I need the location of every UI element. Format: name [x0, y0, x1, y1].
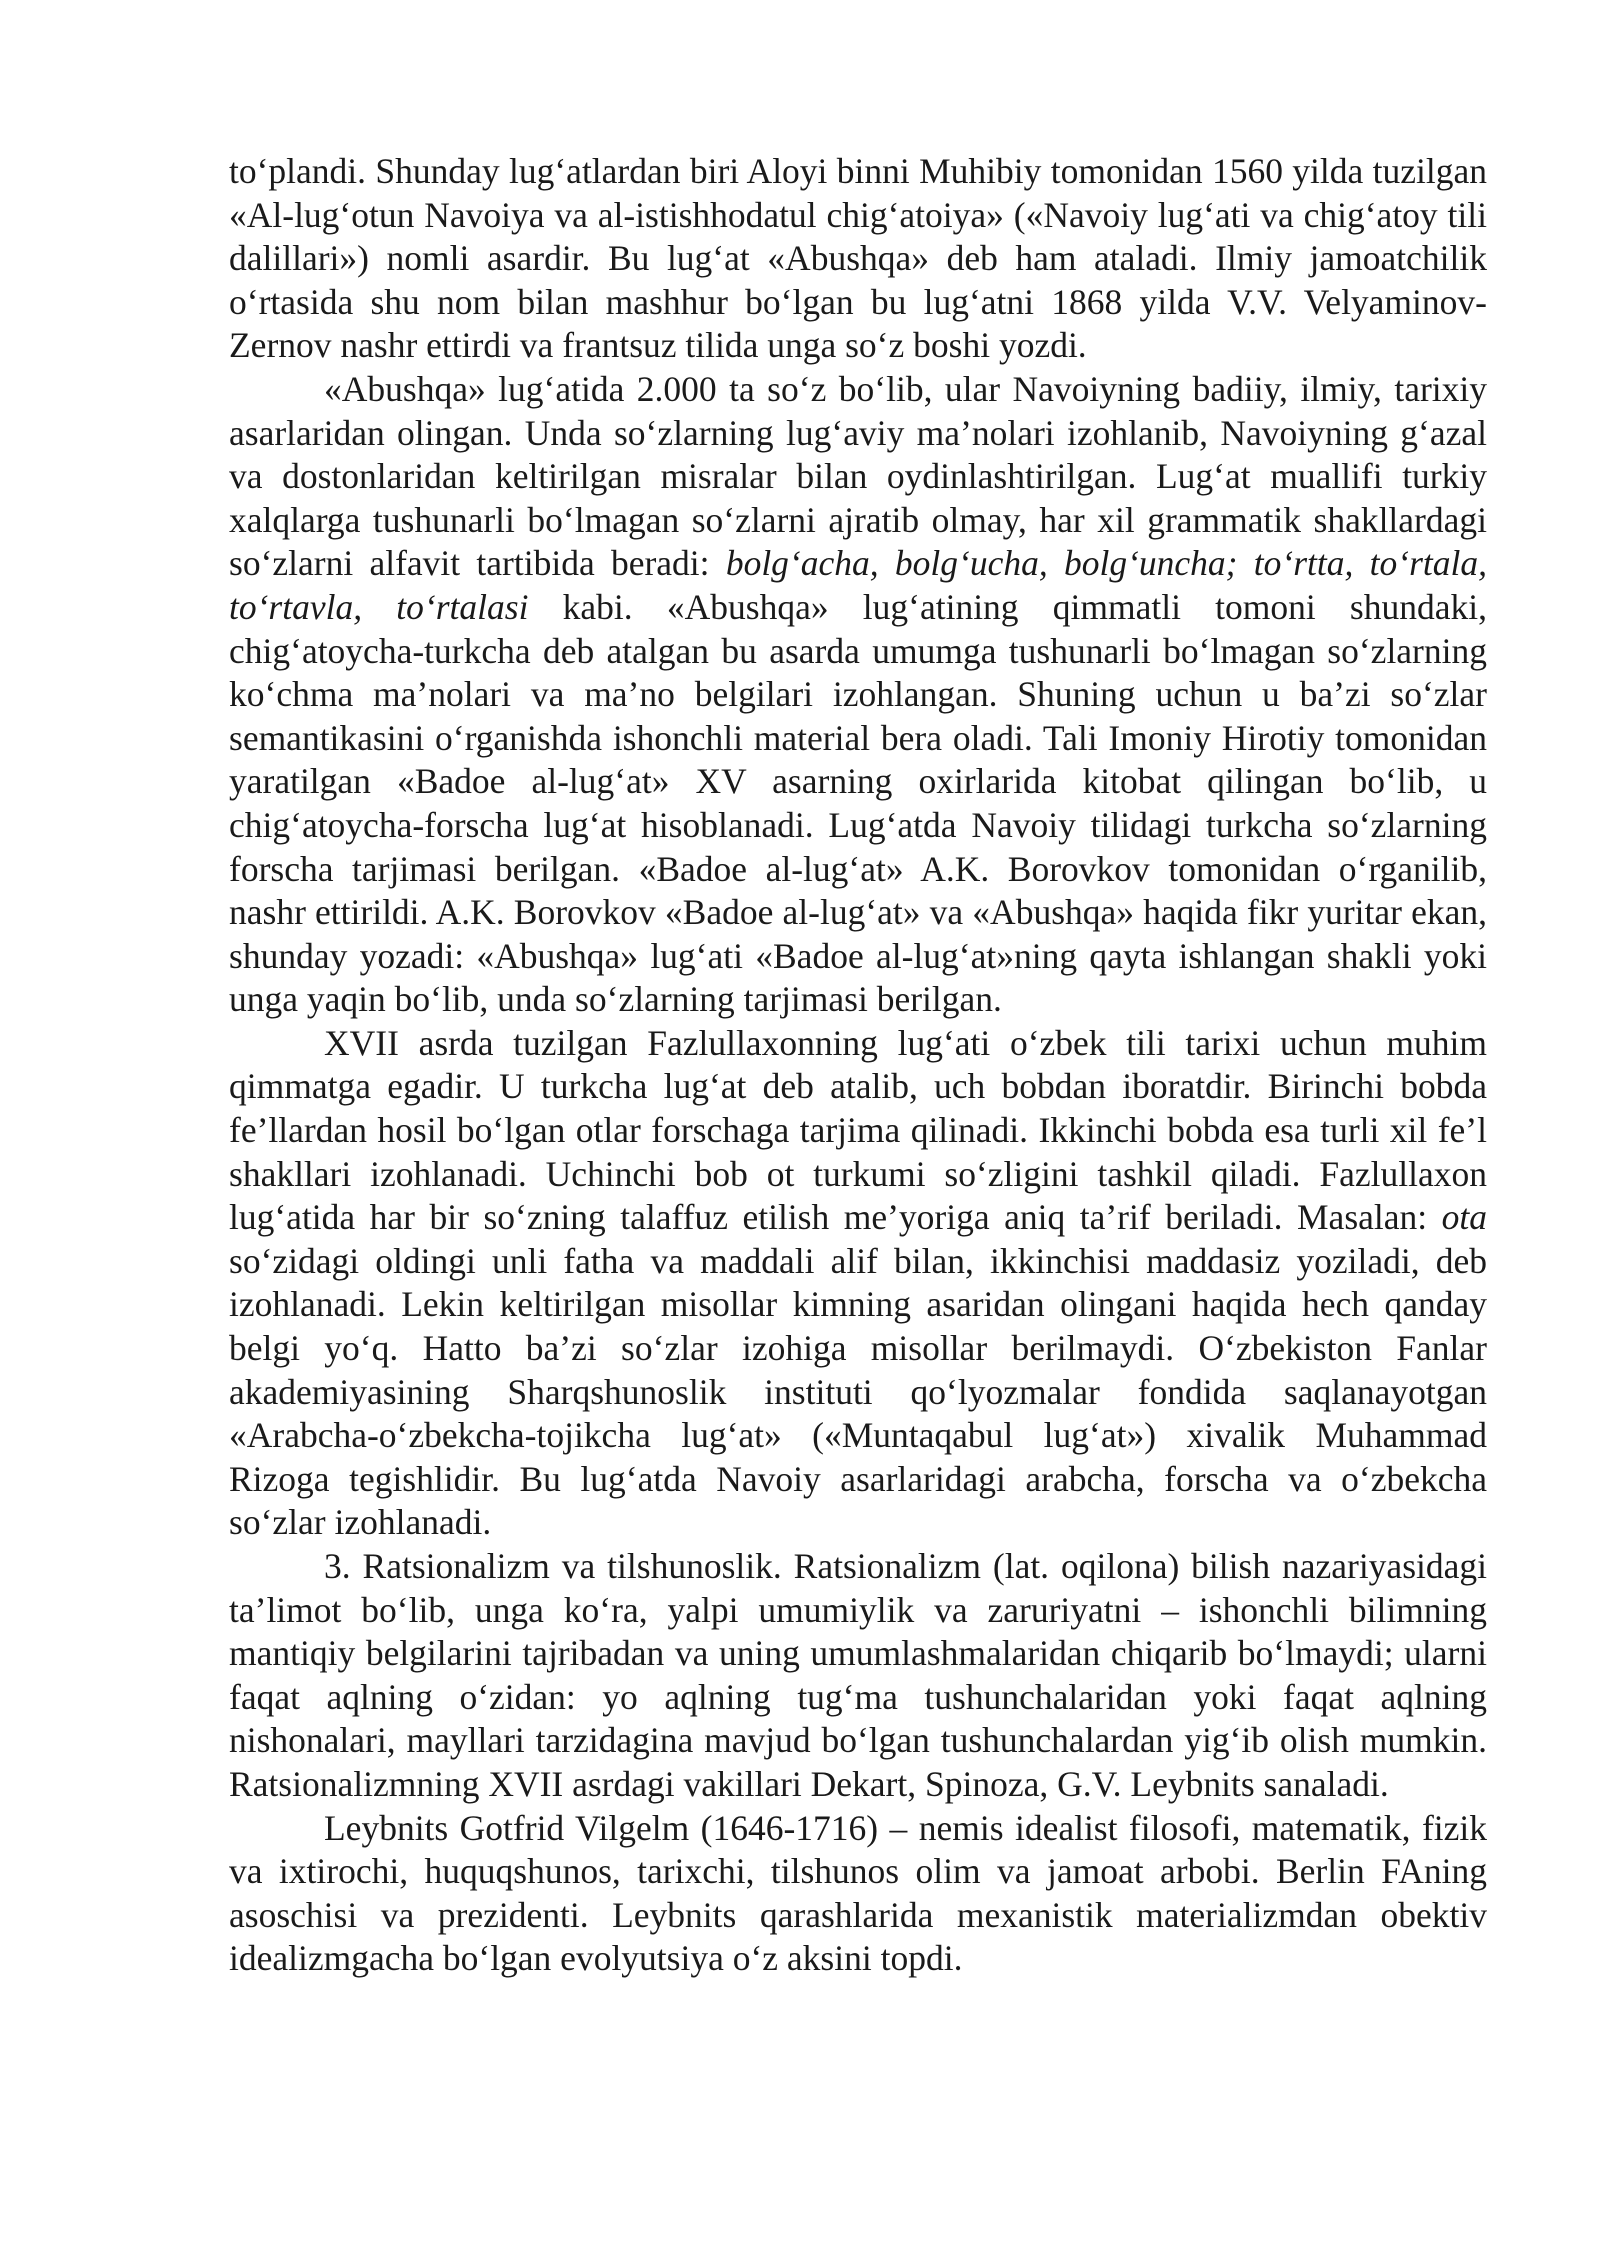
text-segment: 3. Ratsionalizm va tilshunoslik. Ratsionalizm (lat. oqilona) bilish nazariyasidagi ta’limot bo‘lib, unga ko‘ra, yalpi umumiylik va zaruriyatni – ishonchli bilimning mantiqiy belgilarini tajribadan va uning umumlashmalaridan chiqarib bo‘lmaydi; ularni faqat aqlning o‘zidan: yo aqlning tug‘ma tushunchalaridan yoki faqat aqlning nishonalari, mayllari tarzidagina mavjud bo‘lgan tushunchalardan yig‘ib olish mumkin. Ratsionalizmning XVII asrdagi vakillari Dekart, Spinoza, G.V. Leybnits sanaladi. — [229, 1546, 1487, 1804]
text-segment: so‘zidagi oldingi unli fatha va maddali alif bilan, ikkinchisi maddasiz yoziladi, deb izohlanadi. Lekin keltirilgan misollar kimning asaridan olingani haqida hech qanday belgi yo‘q. Hatto ba’zi so‘zlar izohiga misollar berilmaydi. O‘zbekiston Fanlar akademiyasining Sharqshunoslik instituti qo‘lyozmalar fondida saqlanayotgan «Arabcha-o‘zbekcha-tojikcha lug‘at» («Muntaqabul lug‘at») xivalik Muhammad Rizoga tegishlidir. Bu lug‘atda Navoiy asarlaridagi arabcha, forscha va o‘zbekcha so‘zlar izohlanadi. — [229, 1240, 1487, 1543]
paragraph-ratsionalizm — [229, 1545, 1487, 1807]
text-segment: Leybnits Gotfrid Vilgelm (1646-1716) – nemis idealist filosofi, matematik, fizik va ixtirochi, huquqshunos, tarixchi, tilshunos olim va jamoat arbobi. Berlin FAning asoschisi va prezidenti. Leybnits qarashlarida mexanistik materializmdan obektiv idealizmgacha bo‘lgan evolyutsiya o‘z aksini topdi. — [229, 1807, 1487, 1979]
italic-example-word: ota — [1441, 1197, 1487, 1238]
paragraph-fazlullaxon — [229, 1022, 1487, 1545]
text-segment: kabi. «Abushqa» lug‘atining qimmatli tomoni shundaki, chig‘atoycha-turkcha deb atalgan bu asarda umumga tushunarli bo‘lmagan so‘zlarning ko‘chma ma’nolari va ma’no belgilari izohlangan. Shuning uchun u ba’zi so‘zlar semantikasini o‘rganishda ishonchli material bera oladi. Tali Imoniy Hirotiy tomonidan yaratilgan «Badoe al-lug‘at» XV asarning oxirlarida kitobat qilingan bo‘lib, u chig‘atoycha-forscha lug‘at hisoblanadi. Lug‘atda Navoiy tilidagi turkcha so‘zlarning forscha tarjimasi berilgan. «Badoe al-lug‘at» A.K. Borovkov tomonidan o‘rganilib, nashr ettirildi. A.K. Borovkov «Badoe al-lug‘at» va «Abushqa» haqida fikr yuritar ekan, shunday yozadi: «Abushqa» lug‘ati «Badoe al-lug‘at»ning qayta ishlangan shakli yoki unga yaqin bo‘lib, unda so‘zlarning tarjimasi berilgan. — [229, 586, 1487, 1020]
text-segment: «Abushqa» lug‘atida 2.000 ta so‘z bo‘lib, ular Navoiyning badiiy, ilmiy, tarixiy asarlaridan olingan. Unda so‘zlarning lug‘aviy ma’nolari izohlanib, Navoiyning g‘azal va dostonlaridan keltirilgan misralar bilan oydinlashtirilgan. Lug‘at muallifi turkiy xalqlarga tushunarli bo‘lmagan so‘zlarni ajratib olmay, har xil grammatik shakllardagi so‘zlarni alfavit tartibida beradi: — [229, 368, 1487, 584]
italic-examples: bolg‘acha, bolg‘ucha, bolg‘uncha; to‘rtta, to‘rtala, to‘rtavla, to‘rtalasi — [229, 543, 1487, 627]
document-page — [229, 150, 1487, 1981]
text-segment: XVII asrda tuzilgan Fazlullaxonning lug‘ati o‘zbek tili tarixi uchun muhim qimmatga egadir. U turkcha lug‘at deb atalib, uch bobdan iboratdir. Birinchi bobda fe’llardan hosil bo‘lgan otlar forschaga tarjima qilinadi. Ikkinchi bobda esa turli xil fe’l shakllari izohlanadi. Uchinchi bob ot turkumi so‘zligini tashkil qiladi. Fazlullaxon lug‘atida har bir so‘zning talaffuz etilish me’yoriga aniq ta’rif beriladi. Masalan: — [229, 1022, 1487, 1238]
paragraph-leybnits — [229, 1807, 1487, 1981]
paragraph-continuation — [229, 150, 1487, 368]
paragraph-abushqa — [229, 368, 1487, 1022]
text-segment: to‘plandi. Shunday lug‘atlardan biri Aloyi binni Muhibiy tomonidan 1560 yilda tuzilgan «Al-lug‘otun Navoiya va al-istishhodatul chig‘atoiya» («Navoiy lug‘ati va chig‘atoy tili dalillari») nomli asardir. Bu lug‘at «Abushqa» deb ham ataladi. Ilmiy jamoatchilik o‘rtasida shu nom bilan mashhur bo‘lgan bu lug‘atni 1868 yilda V.V. Velyaminov-Zernov nashr ettirdi va frantsuz tilida unga so‘z boshi yozdi. — [229, 151, 1487, 366]
